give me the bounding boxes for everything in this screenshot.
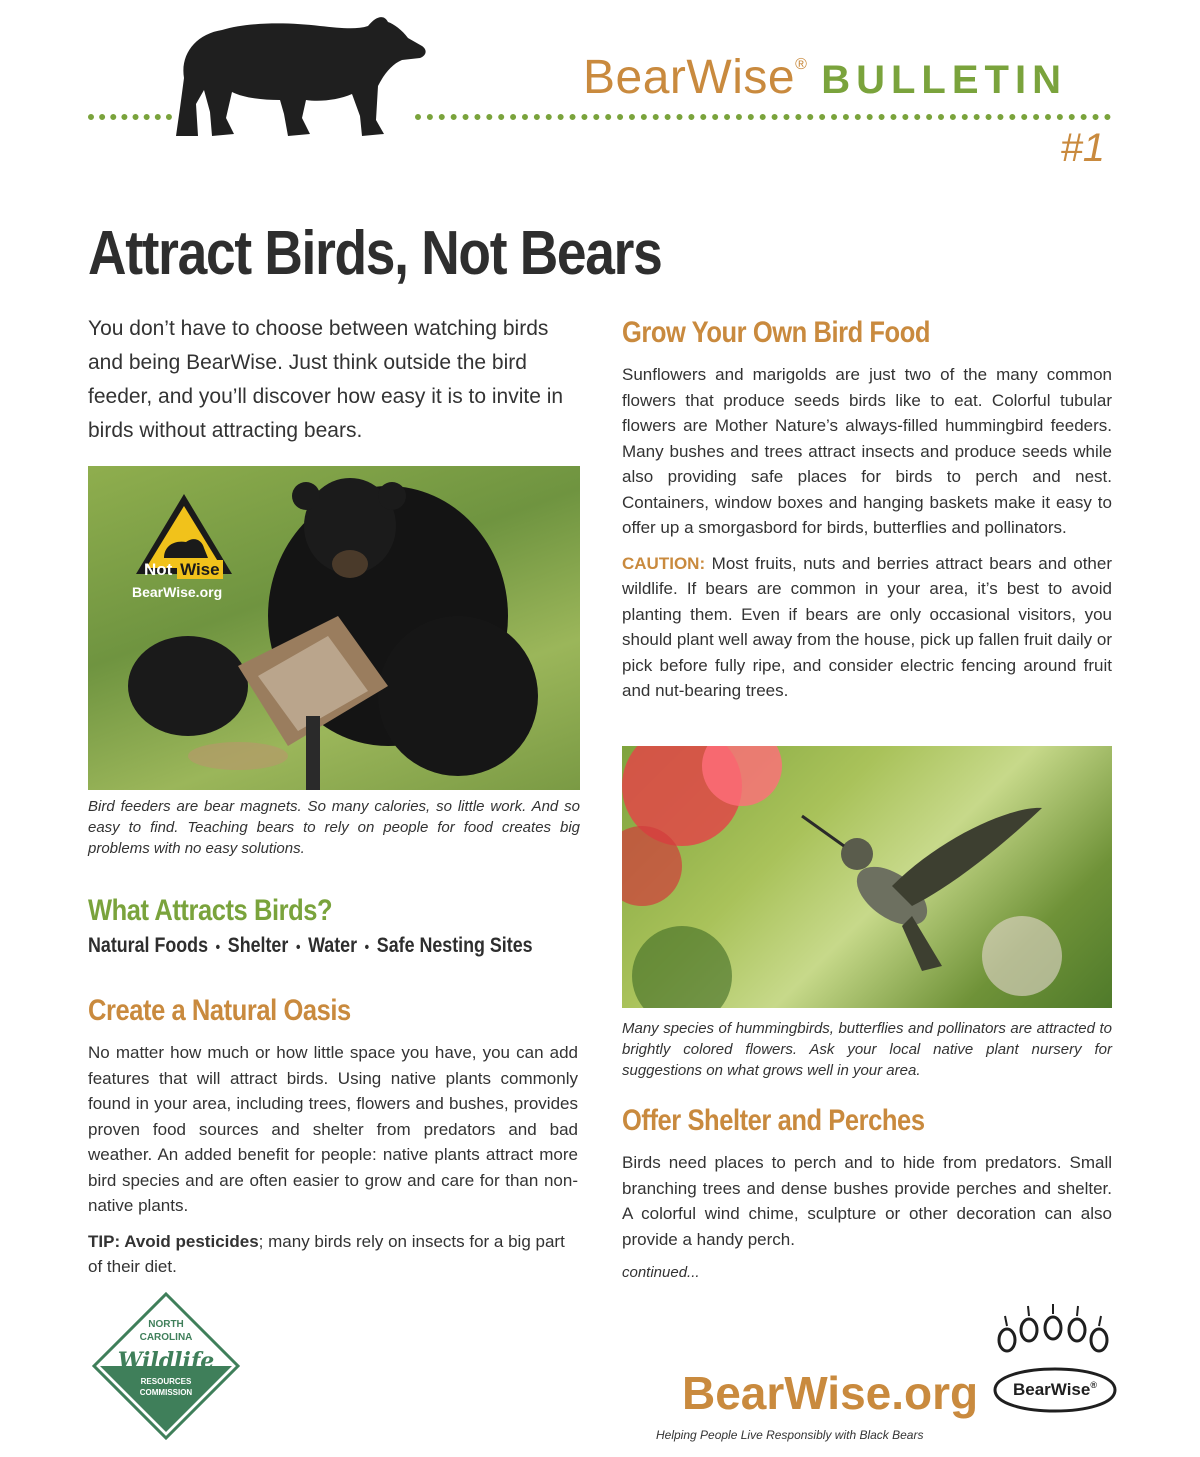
bearwise-paw-logo (985, 1300, 1125, 1430)
caution-paragraph (622, 551, 1112, 704)
header-divider-right (415, 114, 1111, 120)
tip-label: TIP: Avoid pesticides (88, 1231, 259, 1251)
paw-print-icon (985, 1300, 1125, 1430)
agency-north: NORTH (148, 1319, 184, 1330)
page-title: Attract Birds, Not Bears (88, 219, 662, 288)
bulletin-header (583, 50, 1067, 105)
badge-wise: Wise (177, 560, 223, 579)
shelter-heading: Offer Shelter and Perches (622, 1104, 925, 1137)
paw-registered: ® (1090, 1380, 1097, 1390)
bullet-separator: • (215, 939, 221, 956)
hummingbird-photo (622, 746, 1112, 1008)
agency-wildlife: Wildlife (117, 1348, 215, 1374)
grow-section (622, 362, 1112, 714)
shelter-body: Birds need places to perch and to hide from predators. Small branching trees and dense bushes provide perches and shelter. A colorful wind chime, sculpture or other decoration can also provide a handy perch. (622, 1153, 1112, 1249)
footer-site: BearWise.org (682, 1367, 979, 1419)
photo2-caption: Many species of hummingbirds, butterflies and pollinators are attracted to brightly colored flowers. Ask your local native plant nursery for suggestions on what grows well in your area. (622, 1020, 1112, 1079)
issue-number: #1 (1060, 126, 1105, 170)
oasis-heading: Create a Natural Oasis (88, 994, 351, 1027)
intro-paragraph: You don’t have to choose between watching birds and being BearWise. Just think outside the bird feeder, and you’ll discover how easy it is to invite in birds without attracting bears. (88, 317, 564, 442)
grow-body: Sunflowers and marigolds are just two of the many common flowers that produce seeds birds like to eat. Colorful tubular flowers are Mother Nature’s always-filled hummingbird feeders. Many bushes and trees attract insects and produce seeds while also providing safe places for birds to perch and nest. Containers, window boxes and hanging baskets make it easy to offer up a smorgasbord for birds, butterflies and pollinators. (622, 365, 1112, 537)
agency-carolina: CAROLINA (139, 1332, 193, 1343)
not-wise-badge (144, 560, 223, 580)
attract-item: Water (308, 934, 358, 957)
tip-text: ; many birds rely on insects for a big part of their diet. (88, 1231, 565, 1276)
what-attracts-heading: What Attracts Birds? (88, 894, 333, 927)
brand-name: BearWise (583, 51, 796, 104)
bullet-separator: • (364, 939, 370, 956)
grow-heading: Grow Your Own Bird Food (622, 316, 931, 349)
badge-site: BearWise.org (132, 584, 223, 600)
hummingbird-illustration (622, 746, 1112, 1008)
paw-label: BearWise (1013, 1380, 1091, 1399)
bulletin-label: BULLETIN (821, 58, 1067, 102)
bear-feeder-photo (88, 466, 580, 790)
attract-list (88, 934, 533, 958)
header-divider-left (88, 114, 172, 120)
bullet-separator: • (295, 939, 301, 956)
photo1-caption: Bird feeders are bear magnets. So many calories, so little work. And so easy to find. Teaching bears to rely on people for food creates big problems with no easy solutions. (88, 798, 580, 857)
badge-not: Not (144, 560, 173, 579)
agency-commission: COMMISSION (139, 1388, 193, 1397)
bear-silhouette-icon (170, 8, 432, 144)
nc-wildlife-logo (92, 1292, 240, 1440)
continued-label: continued... (622, 1264, 700, 1281)
registered-mark: ® (795, 56, 808, 73)
caution-text: Most fruits, nuts and berries attract bears and other wildlife. If bears are common in your area, it’s best to avoid planting them. Even if bears are only occasional visitors, you should plant well away from the house, pick up fallen fruit daily or pick before fully ripe, and consider electric fencing around fruit and nut-bearing trees. (622, 553, 1112, 700)
attract-item: Natural Foods (88, 934, 209, 957)
oasis-tip (88, 1229, 578, 1280)
footer-tagline: Helping People Live Responsibly with Black Bears (656, 1428, 924, 1442)
caution-label: CAUTION: (622, 553, 706, 573)
agency-resources: RESOURCES (140, 1377, 192, 1386)
oasis-body: No matter how much or how little space you have, you can add features that will attract birds. Using native plants commonly found in your area, including trees, flowers and bushes, provides proven food sources and shelter from predators and bad weather. An added benefit for people: native plants attract more bird species and are often easier to grow and care for than non-native plants. (88, 1043, 578, 1215)
attract-item: Shelter (227, 934, 289, 957)
attract-item: Safe Nesting Sites (376, 934, 533, 957)
oasis-section (88, 1040, 578, 1290)
